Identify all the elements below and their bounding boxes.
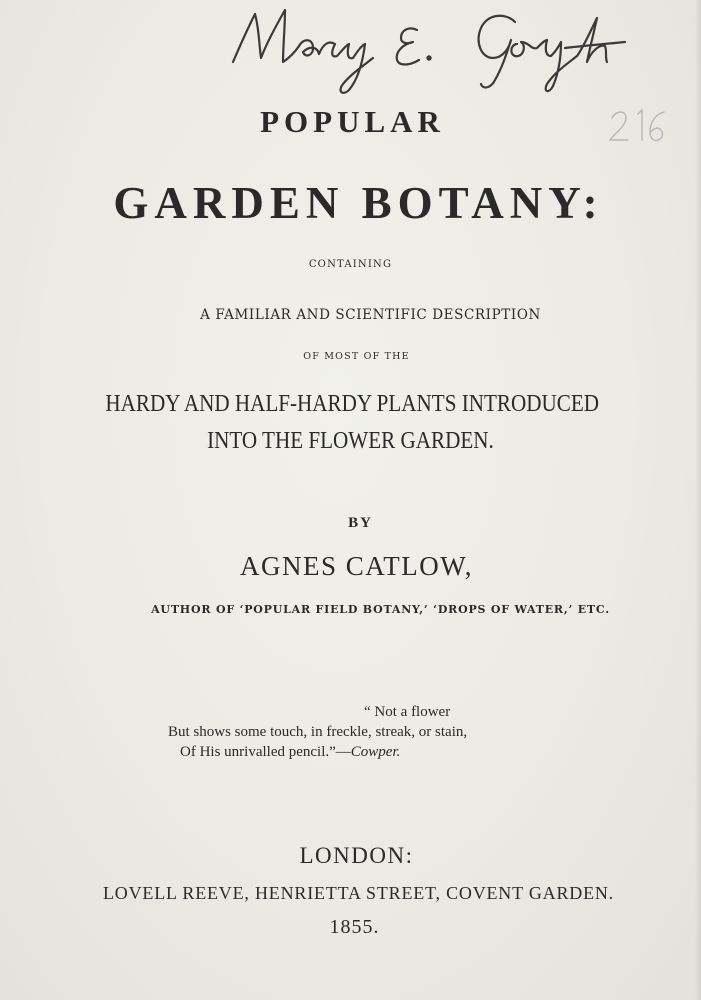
by-label: BY [348, 515, 373, 531]
description-line-3: HARDY AND HALF-HARDY PLANTS INTRODUCED [105, 391, 599, 417]
description-line-2: OF MOST OF THE [303, 351, 410, 362]
imprint-publisher: LOVELL REEVE, HENRIETTA STREET, COVENT GARDEN. [103, 883, 614, 903]
epigraph-attribution: Cowper. [350, 744, 401, 760]
imprint-year: 1855. [329, 916, 380, 938]
description-line-4: INTO THE FLOWER GARDEN. [207, 428, 494, 454]
containing-label: CONTAINING [308, 259, 393, 270]
epigraph-line-1: “ Not a flower [364, 704, 451, 720]
epigraph-line-3 [180, 744, 400, 761]
epigraph-line-2: But shows some touch, in freckle, streak, or stain, [168, 724, 468, 740]
epigraph-line-3-text: Of His unrivalled pencil.”— [180, 744, 351, 760]
author-credits: AUTHOR OF ‘POPULAR FIELD BOTANY,’ ‘DROPS OF WATER,’ ETC. [151, 603, 610, 616]
description-line-1: A FAMILIAR AND SCIENTIFIC DESCRIPTION [200, 307, 541, 323]
page-edge-shadow [695, 0, 701, 1000]
handwritten-signature [225, 0, 655, 100]
imprint-city: LONDON: [299, 843, 414, 868]
title-line-1: POPULAR [260, 104, 445, 139]
author-name: AGNES CATLOW, [239, 551, 473, 581]
title-line-2: GARDEN BOTANY: [113, 178, 604, 228]
